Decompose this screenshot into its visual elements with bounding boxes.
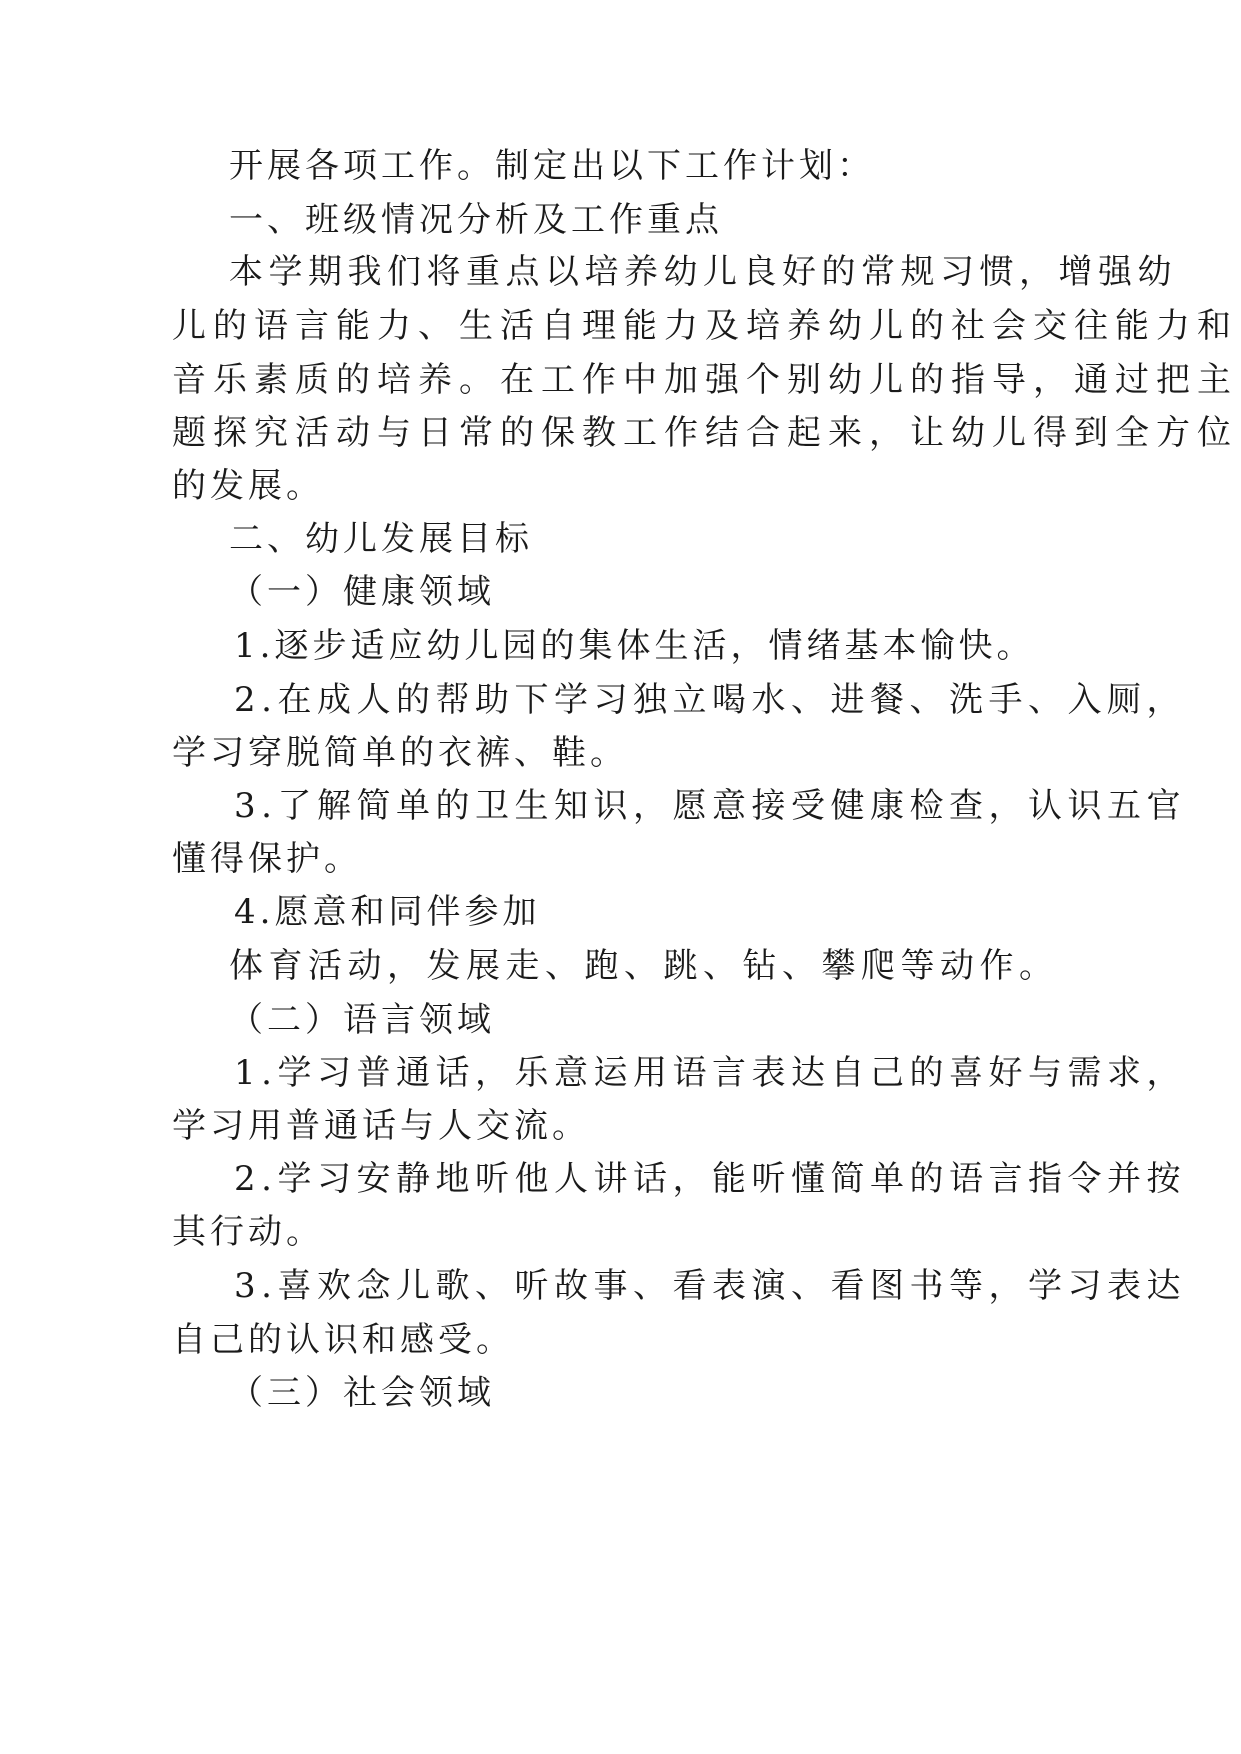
text-line: 本学期我们将重点以培养幼儿良好的常规习惯，增强幼 bbox=[229, 252, 1177, 292]
list-item: 1.学习普通话，乐意运用语言表达自己的喜好与需求， bbox=[234, 1053, 1186, 1093]
text-line: 自己的认识和感受。 bbox=[172, 1320, 514, 1360]
text-line: 体育活动，发展走、跑、跳、钻、攀爬等动作。 bbox=[229, 946, 1059, 986]
subsection-heading: （二）语言领域 bbox=[229, 1000, 495, 1040]
list-item: 2.在成人的帮助下学习独立喝水、进餐、洗手、入厕， bbox=[234, 680, 1186, 720]
text-line: 的发展。 bbox=[172, 466, 324, 506]
list-item: 3.喜欢念儿歌、听故事、看表演、看图书等，学习表达 bbox=[234, 1266, 1186, 1306]
text-line: 学习用普通话与人交流。 bbox=[172, 1106, 590, 1146]
text-line: 题探究活动与日常的保教工作结合起来，让幼儿得到全方位 bbox=[172, 413, 1238, 453]
list-item: 1.逐步适应幼儿园的集体生活，情绪基本愉快。 bbox=[234, 626, 1035, 666]
section-heading: 二、幼儿发展目标 bbox=[229, 519, 533, 559]
text-line: 学习穿脱简单的衣裤、鞋。 bbox=[172, 733, 628, 773]
list-item: 2.学习安静地听他人讲话，能听懂简单的语言指令并按 bbox=[234, 1159, 1186, 1199]
list-item: 4.愿意和同伴参加 bbox=[234, 892, 541, 932]
text-line: 其行动。 bbox=[172, 1212, 324, 1252]
subsection-heading: （三）社会领域 bbox=[229, 1373, 495, 1413]
text-line: 音乐素质的培养。在工作中加强个别幼儿的指导，通过把主 bbox=[172, 360, 1238, 400]
text-line: 开展各项工作。制定出以下工作计划： bbox=[229, 146, 875, 186]
list-item: 3.了解简单的卫生知识，愿意接受健康检查，认识五官 bbox=[234, 786, 1186, 826]
text-line: 儿的语言能力、生活自理能力及培养幼儿的社会交往能力和 bbox=[172, 306, 1238, 346]
text-line: 懂得保护。 bbox=[172, 839, 362, 879]
subsection-heading: （一）健康领域 bbox=[229, 572, 495, 612]
section-heading: 一、班级情况分析及工作重点 bbox=[229, 200, 723, 240]
